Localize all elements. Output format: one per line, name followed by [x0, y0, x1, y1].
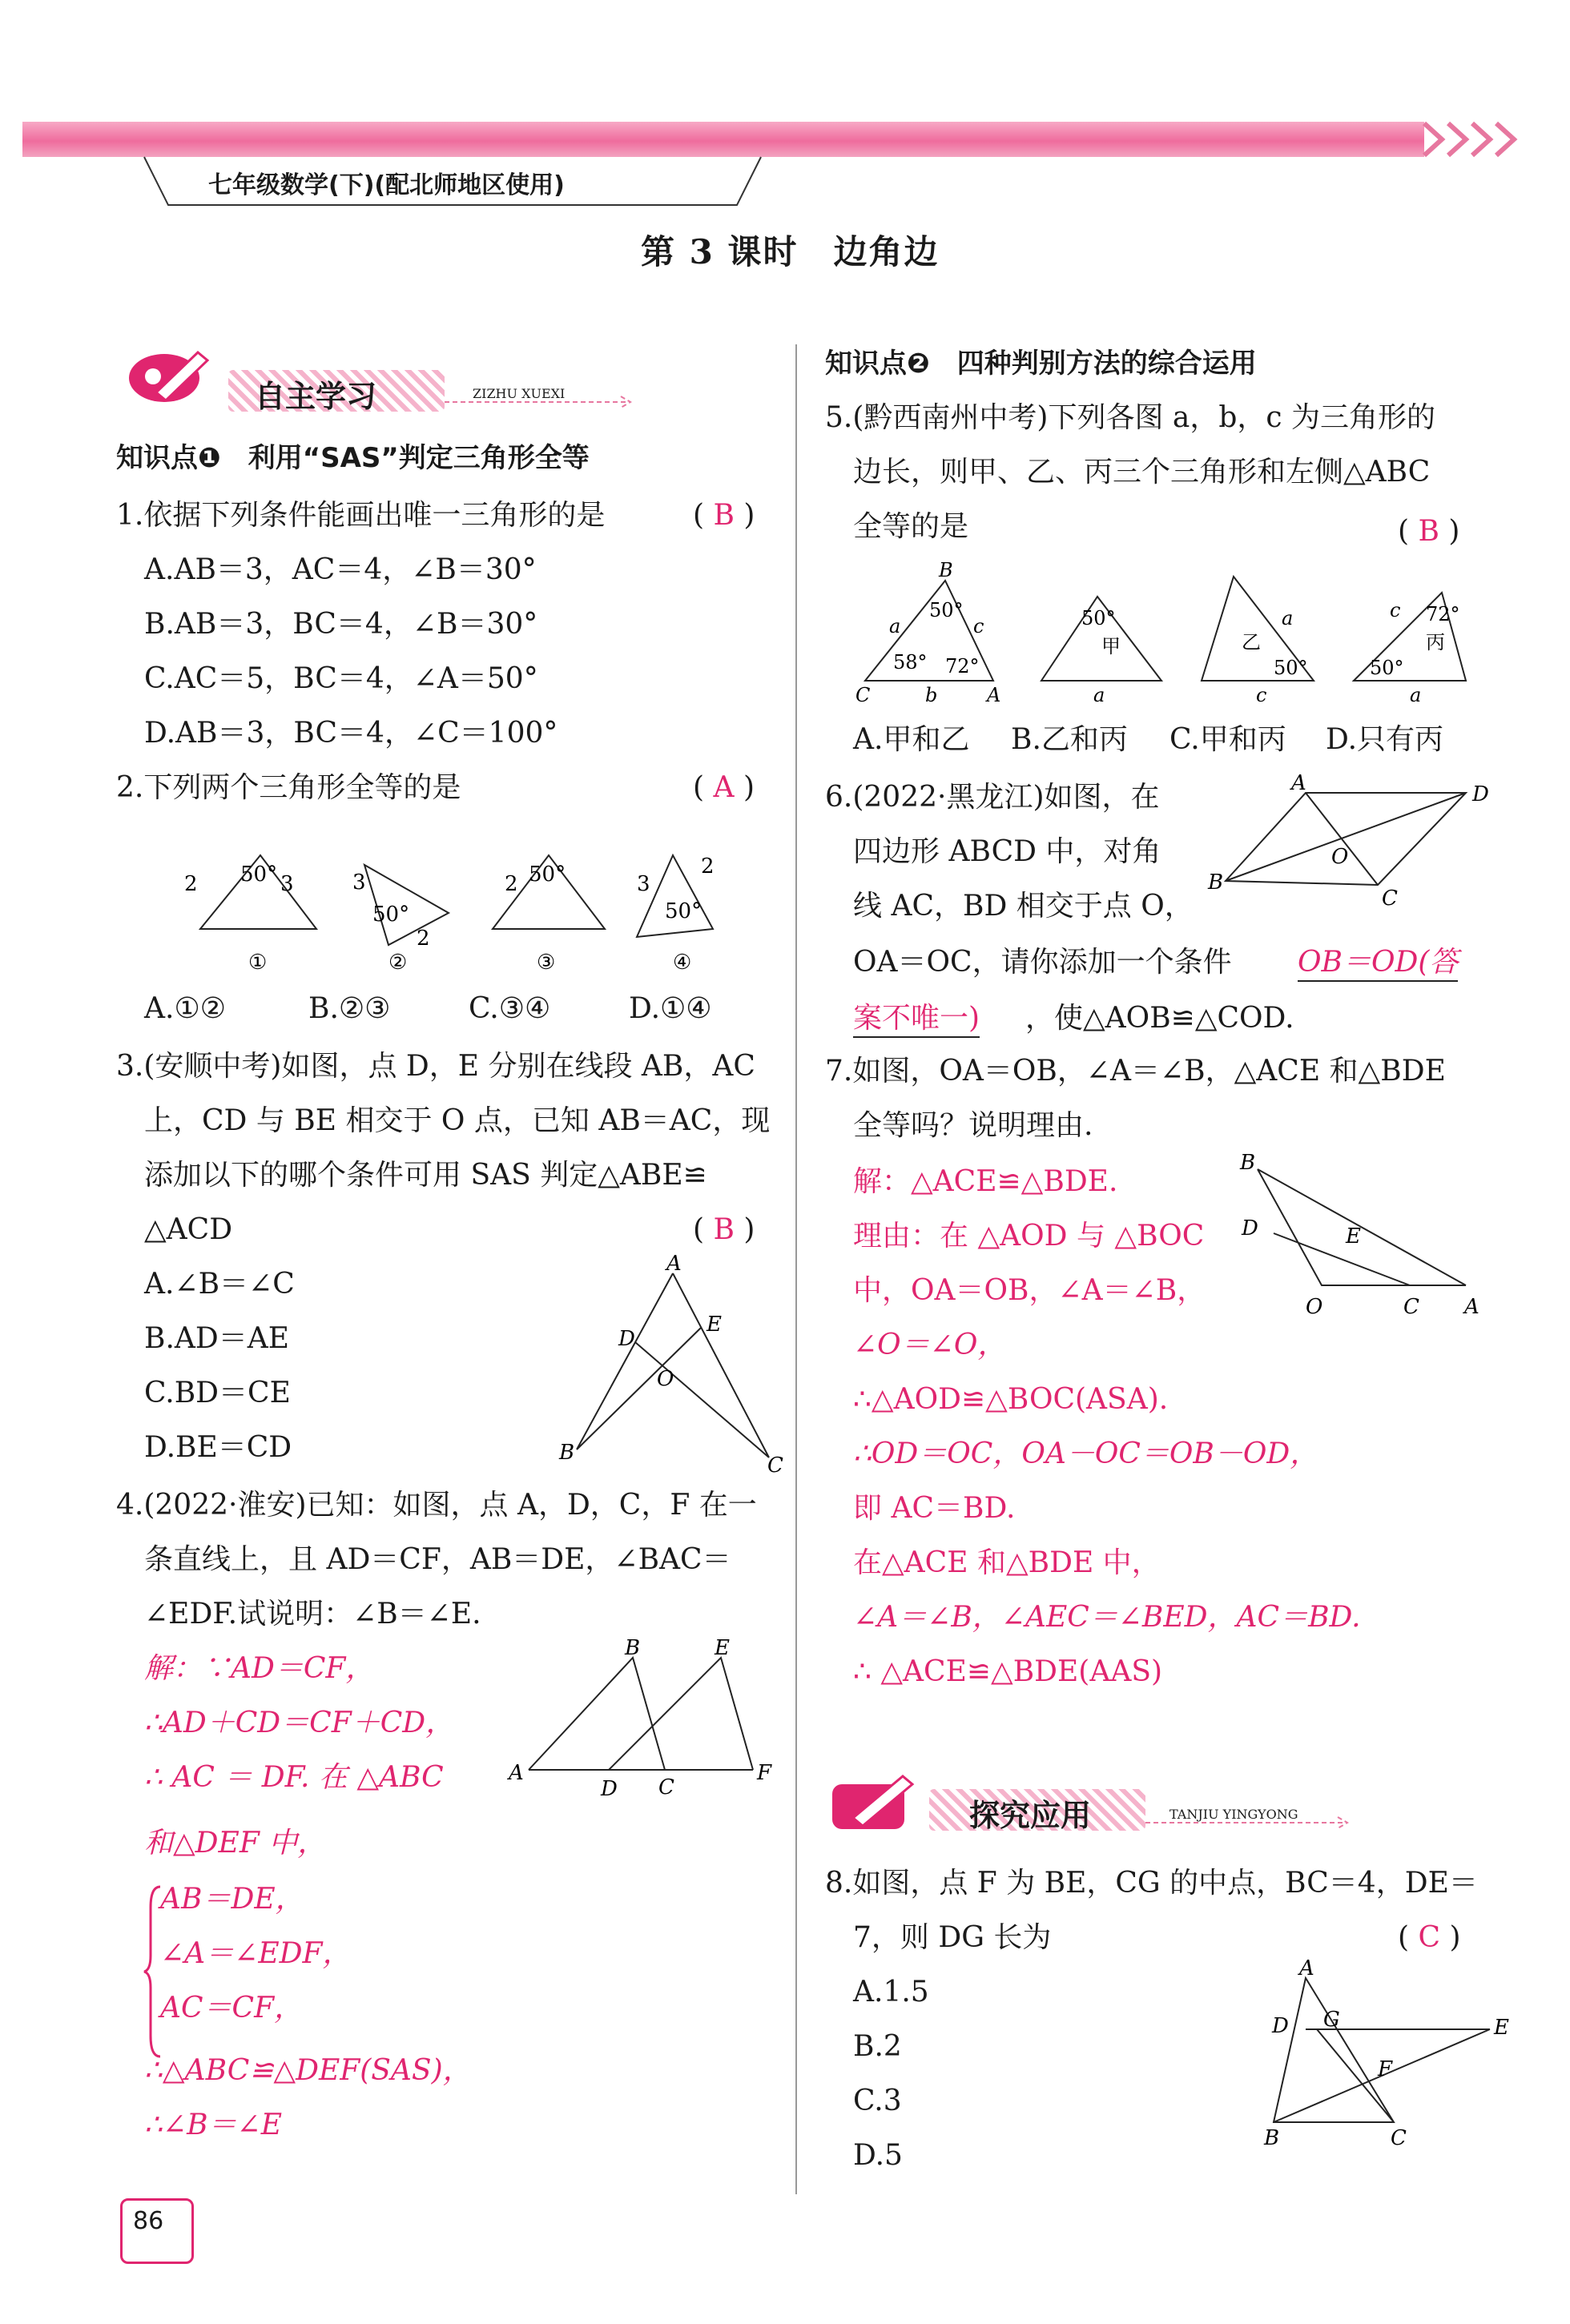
svg-text:2: 2	[701, 854, 715, 879]
q5-fig-label: 甲	[1101, 635, 1121, 657]
svg-text:2: 2	[417, 927, 430, 951]
q7-solution: 中，OA＝OB，∠A＝∠B，	[853, 1274, 1206, 1307]
header-chevrons-icon	[1418, 120, 1530, 160]
section-pinyin: TANJIU YINGYONG	[1169, 1807, 1298, 1822]
svg-text:a: a	[1282, 607, 1294, 629]
q4-solution: 解：∵AD＝CF，	[144, 1652, 375, 1685]
q8-option: C.3	[853, 2085, 902, 2117]
svg-text:3: 3	[280, 872, 294, 896]
svg-text:D: D	[1272, 2014, 1289, 2038]
svg-text:50°: 50°	[929, 599, 964, 621]
q4-solution: AB＝DE，	[160, 1883, 304, 1916]
q5-fig-label: 乙	[1242, 631, 1261, 653]
q8-answer: C	[1418, 1921, 1441, 1954]
q8-figure	[1250, 1956, 1509, 2154]
q2-option: D.①④	[629, 992, 712, 1025]
q2-fig-label: ④	[673, 951, 692, 975]
kp2-heading: 知识点❷ 四种判别方法的综合运用	[825, 348, 1257, 380]
svg-text:a: a	[889, 615, 901, 637]
q1-option: A.AB＝3，AC＝4，∠B＝30°	[144, 553, 537, 586]
q1-option: C.AC＝5，BC＝4，∠A＝50°	[144, 662, 538, 695]
svg-text:G: G	[1323, 2008, 1340, 2032]
q7-solution: 理由：在 △AOD 与 △BOC	[853, 1220, 1205, 1252]
svg-text:F: F	[757, 1761, 772, 1785]
page-number: 86	[133, 2207, 164, 2235]
q1-option: B.AB＝3，BC＝4，∠B＝30°	[144, 608, 538, 641]
q2-option: C.③④	[469, 992, 551, 1025]
svg-text:A: A	[1291, 771, 1306, 795]
q1-answer: B	[713, 499, 735, 532]
q6-line: ，使△AOB≌△COD.	[1025, 1002, 1294, 1035]
svg-text:2: 2	[505, 872, 518, 896]
svg-text:B: B	[1264, 2126, 1280, 2150]
arrow-icon	[1145, 1815, 1362, 1831]
svg-text:50°: 50°	[665, 899, 702, 923]
q4-figure	[505, 1636, 785, 1802]
svg-text:a: a	[1093, 684, 1105, 706]
svg-text:E: E	[715, 1636, 730, 1660]
kp1-heading: 知识点❶ 利用“SAS”判定三角形全等	[116, 442, 590, 474]
svg-text:C: C	[658, 1775, 674, 1799]
q2-answer: A	[713, 771, 735, 804]
svg-text:A: A	[1464, 1295, 1479, 1319]
section-pinyin: ZIZHU XUEXI	[473, 386, 566, 401]
svg-text:72°: 72°	[1426, 603, 1460, 625]
q3-option: D.BE＝CD	[144, 1431, 292, 1464]
page-title: 第 3 课时 边角边	[641, 232, 940, 271]
svg-text:A: A	[509, 1761, 524, 1785]
svg-text:F: F	[1378, 2057, 1393, 2081]
q3-line: 上，CD 与 BE 相交于 O 点，已知 AB＝AC，现	[144, 1104, 771, 1137]
q2-fig-label: ①	[248, 951, 268, 975]
svg-text:c: c	[1390, 599, 1401, 621]
svg-text:A: A	[1299, 1956, 1314, 1980]
svg-text:c: c	[973, 615, 984, 637]
svg-text:B: B	[939, 559, 953, 581]
svg-text:72°: 72°	[945, 655, 980, 677]
svg-text:A: A	[666, 1252, 682, 1276]
q3-line: △ACD	[144, 1213, 233, 1246]
svg-text:A: A	[987, 684, 1001, 706]
svg-text:O: O	[657, 1367, 674, 1391]
svg-text:c: c	[1256, 684, 1267, 706]
svg-text:50°: 50°	[1274, 657, 1308, 679]
q4-solution: ∴∠B＝∠E	[144, 2109, 282, 2141]
q4-solution: AC＝CF，	[160, 1992, 304, 2024]
q5-option: A.甲和乙	[853, 723, 970, 756]
q7-solution: 解：△ACE≌△BDE.	[853, 1165, 1118, 1198]
q3-answer: B	[713, 1213, 735, 1246]
svg-text:C: C	[1382, 887, 1398, 911]
svg-text:D: D	[618, 1327, 635, 1351]
header-bar	[22, 122, 1424, 157]
q5-line: 5.(黔西南州中考)下列各图 a，b，c 为三角形的	[825, 401, 1435, 434]
q4-line: ∠EDF.试说明：∠B＝∠E.	[144, 1598, 481, 1630]
svg-text:D: D	[1472, 782, 1489, 806]
q3-option: C.BD＝CE	[144, 1377, 291, 1409]
q4-solution: 和△DEF 中，	[144, 1827, 327, 1860]
svg-text:C: C	[1391, 2126, 1407, 2150]
q6-line: 6.(2022·黑龙江)如图，在	[825, 781, 1160, 814]
svg-text:a: a	[1410, 684, 1422, 706]
q5-option: C.甲和丙	[1169, 723, 1286, 756]
q7-solution: 即 AC＝BD.	[853, 1492, 1016, 1525]
q3-line: 添加以下的哪个条件可用 SAS 判定△ABE≌	[144, 1159, 707, 1192]
svg-text:C: C	[855, 684, 871, 706]
q3-option: B.AD＝AE	[144, 1322, 290, 1355]
q4-line: 条直线上，且 AD＝CF，AB＝DE，∠BAC＝	[144, 1543, 731, 1576]
q7-solution: ∴△AOD≌△BOC(ASA).	[853, 1383, 1169, 1416]
svg-text:50°: 50°	[529, 862, 566, 887]
q7-solution: 在△ACE 和△BDE 中，	[853, 1546, 1161, 1579]
arrow-icon	[445, 394, 645, 410]
svg-text:50°: 50°	[1081, 607, 1116, 629]
svg-text:3: 3	[637, 872, 650, 896]
q8-line: 8.如图，点 F 为 BE，CG 的中点，BC＝4，DE＝	[825, 1867, 1478, 1900]
q1-stem: 1.依据下列条件能画出唯一三角形的是	[116, 499, 606, 532]
svg-text:O: O	[1306, 1295, 1323, 1319]
svg-text:3: 3	[352, 870, 366, 895]
svg-text:C: C	[1403, 1295, 1419, 1319]
column-divider	[795, 344, 797, 2194]
q3-figure	[553, 1252, 785, 1478]
svg-text:2: 2	[184, 872, 198, 896]
svg-text:O: O	[1331, 845, 1349, 869]
svg-text:B: B	[1208, 870, 1224, 895]
svg-text:E: E	[706, 1313, 722, 1337]
q5-figure	[849, 561, 1506, 713]
q4-solution: ∴AD＋CD＝CF＋CD，	[144, 1707, 455, 1739]
q2-figure	[184, 841, 777, 977]
q4-solution: ∴△ABC≌△DEF(SAS)，	[144, 2054, 472, 2087]
q7-figure	[1234, 1153, 1490, 1321]
svg-text:B: B	[625, 1636, 641, 1660]
q3-option: A.∠B＝∠C	[144, 1268, 295, 1301]
q4-solution: ∠A＝∠EDF，	[160, 1937, 352, 1970]
q8-option: B.2	[853, 2030, 902, 2063]
q1-option: D.AB＝3，BC＝4，∠C＝100°	[144, 717, 558, 750]
q5-line: 边长，则甲、乙、丙三个三角形和左侧△ABC	[853, 456, 1431, 489]
q7-solution: ∴ △ACE≌△BDE(AAS)	[853, 1655, 1163, 1688]
q5-line: 全等的是	[853, 510, 969, 543]
q5-option: D.只有丙	[1326, 723, 1444, 756]
pencil-icon	[124, 344, 220, 408]
q6-line: 四边形 ABCD 中，对角	[853, 835, 1161, 868]
q3-line: 3.(安顺中考)如图，点 D，E 分别在线段 AB，AC	[116, 1050, 755, 1083]
q6-answer: OB＝OD(答	[1298, 945, 1458, 982]
svg-text:E: E	[1346, 1224, 1361, 1248]
svg-text:C: C	[767, 1454, 783, 1478]
svg-text:B: B	[559, 1441, 575, 1465]
book-title: 七年级数学(下)(配北师地区使用)	[208, 171, 565, 199]
q4-line: 4.(2022·淮安)已知：如图，点 A，D，C，F 在一	[116, 1489, 757, 1522]
q5-fig-label: 丙	[1426, 631, 1445, 653]
q8-option: D.5	[853, 2139, 903, 2172]
q7-line: 7.如图，OA＝OB，∠A＝∠B，△ACE 和△BDE	[825, 1055, 1446, 1088]
q2-stem: 2.下列两个三角形全等的是	[116, 771, 461, 804]
svg-text:D: D	[601, 1777, 618, 1801]
q7-solution: ∴OD＝OC，OA－OC＝OB－OD，	[853, 1437, 1319, 1470]
svg-text:50°: 50°	[372, 903, 410, 927]
q6-figure	[1202, 771, 1506, 913]
svg-text:50°: 50°	[240, 862, 278, 887]
q2-option: A.①②	[144, 992, 226, 1025]
svg-text:E: E	[1494, 2016, 1509, 2040]
q7-line: 全等吗？说明理由.	[853, 1109, 1093, 1142]
q7-solution: ∠O＝∠O，	[853, 1329, 1007, 1361]
svg-text:b: b	[925, 684, 938, 706]
q2-fig-label: ③	[537, 951, 556, 975]
q5-answer: B	[1418, 515, 1439, 548]
q6-answer: 案不唯一)	[853, 1001, 980, 1038]
section-title: 自主学习	[255, 379, 377, 414]
q7-solution: ∠A＝∠B，∠AEC＝∠BED，AC＝BD.	[853, 1601, 1361, 1634]
q4-solution: ∴ AC ＝ DF. 在 △ABC	[144, 1761, 444, 1794]
q8-line: 7，则 DG 长为	[853, 1921, 1052, 1954]
svg-text:50°: 50°	[1370, 657, 1404, 679]
svg-text:58°: 58°	[893, 651, 928, 673]
q2-fig-label: ②	[388, 951, 408, 975]
svg-text:D: D	[1242, 1216, 1258, 1240]
q5-option: B.乙和丙	[1011, 723, 1128, 756]
q2-option: B.②③	[308, 992, 391, 1025]
pencil-icon	[829, 1770, 925, 1834]
svg-text:B: B	[1240, 1151, 1256, 1175]
q6-line: 线 AC，BD 相交于点 O，	[853, 890, 1194, 923]
q6-line: OA＝OC，请你添加一个条件	[853, 946, 1232, 979]
q8-option: A.1.5	[853, 1976, 929, 2008]
section-title: 探究应用	[969, 1798, 1092, 1833]
